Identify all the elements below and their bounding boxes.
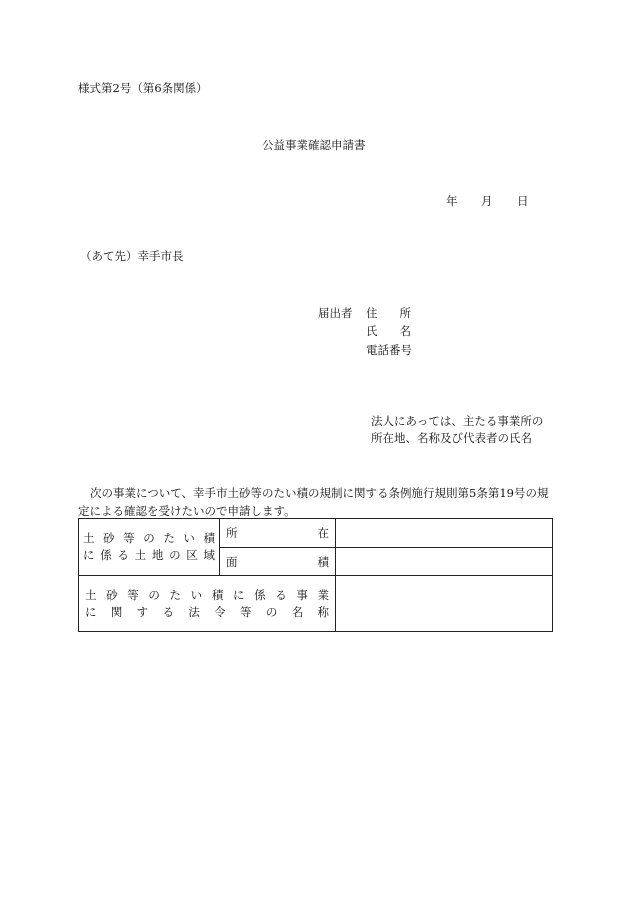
date-year: 年 bbox=[446, 194, 458, 208]
corporate-note bbox=[371, 413, 543, 447]
document-title: 公益事業確認申請書 bbox=[262, 138, 366, 152]
date-line bbox=[446, 193, 529, 209]
applicant-label: 届出者 bbox=[318, 306, 353, 320]
location-field[interactable] bbox=[336, 519, 553, 548]
corporate-note-line1: 法人にあっては、主たる事業所の bbox=[371, 414, 544, 428]
law-name-header: 土砂等のたい積に係る事業 に関する法令等の名称 bbox=[79, 576, 336, 632]
phone-label: 電話番号 bbox=[366, 343, 412, 357]
form-number: 様式第2号（第6条関係） bbox=[78, 81, 208, 95]
date-month: 月 bbox=[481, 194, 493, 208]
detail-table bbox=[78, 518, 553, 632]
land-area-header: 土砂等のたい積 に係る土地の区域 bbox=[79, 519, 220, 576]
location-label: 所在 bbox=[220, 519, 336, 548]
corporate-note-line2: 所在地、名称及び代表者の氏名 bbox=[371, 431, 532, 445]
date-day: 日 bbox=[517, 194, 529, 208]
area-field[interactable] bbox=[336, 548, 553, 576]
law-name-field[interactable] bbox=[336, 576, 553, 632]
body-text: 次の事業について、幸手市土砂等のたい積の規制に関する条例施行規則第5条第19号の規定による確認を受けたいので申請します。 bbox=[78, 486, 549, 518]
addressee: （あて先）幸手市長 bbox=[80, 249, 184, 263]
name-label: 氏名 bbox=[366, 324, 411, 338]
address-label: 住所 bbox=[366, 306, 411, 320]
area-label: 面積 bbox=[220, 548, 336, 576]
